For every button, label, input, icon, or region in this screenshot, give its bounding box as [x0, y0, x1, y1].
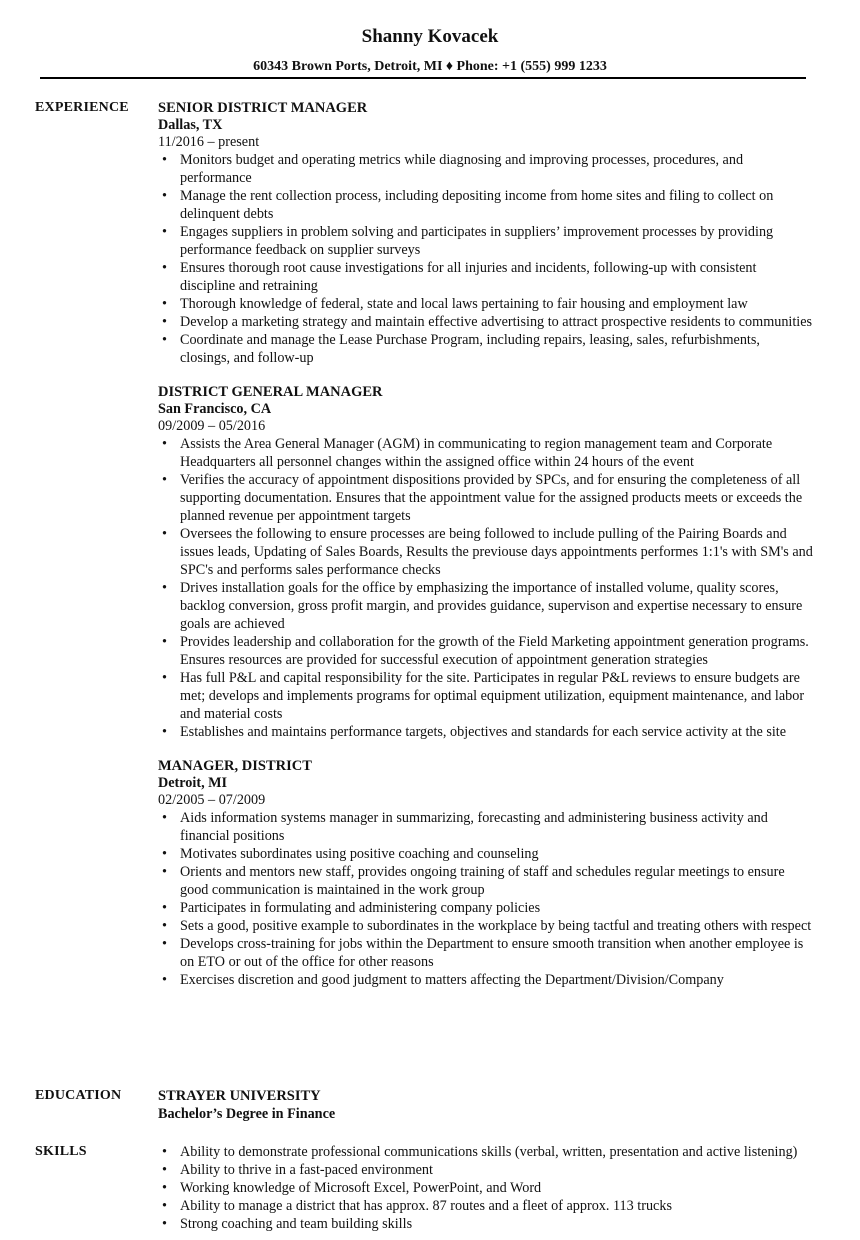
- job-location: Dallas, TX: [158, 117, 223, 133]
- bullet-item: • Ensures thorough root cause investigations for all injuries and incidents, following-up with consistent discipline and retraining: [180, 259, 813, 295]
- skills-body: [158, 1143, 813, 1233]
- bullet-item: • Exercises discretion and good judgment to matters affecting the Department/Division/Company: [180, 971, 813, 989]
- bullet-item: • Aids information systems manager in summarizing, forecasting and administering business activity and financial positions: [180, 809, 813, 845]
- job-entry: [158, 757, 813, 989]
- skills-list: [158, 1143, 813, 1233]
- bullet-item: • Assists the Area General Manager (AGM) in communicating to region management team and Corporate Headquarters all personnel changes within the assigned office within 24 hours of the event: [180, 435, 813, 471]
- education-degree: Bachelor’s Degree in Finance: [158, 1106, 336, 1122]
- bullet-item: • Engages suppliers in problem solving and participates in suppliers’ improvement processes by providing performance feedback on supplier surveys: [180, 223, 813, 259]
- bullet-item: • Manage the rent collection process, including depositing income from home sites and filing to collect on delinquent debts: [180, 187, 813, 223]
- experience-label: EXPERIENCE: [35, 100, 129, 115]
- job-dates: 09/2009 – 05/2016: [158, 418, 266, 434]
- skill-item: • Ability to thrive in a fast-paced environment: [180, 1161, 813, 1179]
- skills-label: SKILLS: [35, 1144, 87, 1159]
- bullet-item: • Provides leadership and collaboration for the growth of the Field Marketing appointment generation programs. Ensures resources are provided for successful execution of appointment generation strategies: [180, 633, 813, 669]
- skill-item: • Strong coaching and team building skills: [180, 1215, 813, 1233]
- job-bullets: [158, 435, 813, 741]
- job-bullets: [158, 151, 813, 367]
- bullet-item: • Thorough knowledge of federal, state and local laws pertaining to fair housing and employment law: [180, 295, 813, 313]
- experience-body: [158, 99, 813, 1005]
- bullet-item: • Participates in formulating and administering company policies: [180, 899, 813, 917]
- resume-name: Shanny Kovacek: [361, 26, 499, 47]
- bullet-item: • Motivates subordinates using positive coaching and counseling: [180, 845, 813, 863]
- job-bullets: [158, 809, 813, 989]
- bullet-item: • Coordinate and manage the Lease Purchase Program, including repairs, leasing, sales, refurbishments, closings, and follow-up: [180, 331, 813, 367]
- skill-item: • Working knowledge of Microsoft Excel, PowerPoint, and Word: [180, 1179, 813, 1197]
- contact-line: 60343 Brown Ports, Detroit, MI ♦ Phone: +1 (555) 999 1233: [253, 59, 607, 74]
- bullet-item: • Sets a good, positive example to subordinates in the workplace by being tactful and treating others with respect: [180, 917, 813, 935]
- bullet-item: • Establishes and maintains performance targets, objectives and standards for each service activity at the site: [180, 723, 813, 741]
- bullet-item: • Verifies the accuracy of appointment dispositions provided by SPCs, and for ensuring the completeness of all supporting documentation. Ensures that the appointment value for the assigned products meets or exceeds the planned revenue per appointment targets: [180, 471, 813, 525]
- bullet-item: • Develop a marketing strategy and maintain effective advertising to attract prospective residents to communities: [180, 313, 813, 331]
- education-body: [158, 1087, 813, 1123]
- education-school: STRAYER UNIVERSITY: [158, 1088, 321, 1104]
- bullet-item: • Orients and mentors new staff, provides ongoing training of staff and schedules regular meetings to ensure good communication is maintained in the work group: [180, 863, 813, 899]
- bullet-item: • Oversees the following to ensure processes are being followed to include pulling of the Pairing Boards and issues leads, Updating of Sales Boards, Results the previouse days appointments performes 1:1's with SM's and SPC's and performs sales performance checks: [180, 525, 813, 579]
- job-title: DISTRICT GENERAL MANAGER: [158, 384, 383, 400]
- job-entry: [158, 99, 813, 367]
- bullet-item: • Monitors budget and operating metrics while diagnosing and improving processes, procedures, and performance: [180, 151, 813, 187]
- header-divider: [40, 77, 806, 79]
- job-entry: [158, 383, 813, 741]
- job-title: MANAGER, DISTRICT: [158, 758, 312, 774]
- job-dates: 11/2016 – present: [158, 134, 260, 150]
- job-dates: 02/2005 – 07/2009: [158, 792, 266, 808]
- job-location: San Francisco, CA: [158, 401, 272, 417]
- skill-item: • Ability to manage a district that has approx. 87 routes and a fleet of approx. 113 trucks: [180, 1197, 813, 1215]
- bullet-item: • Drives installation goals for the office by emphasizing the importance of installed volume, quality scores, backlog conversion, gross profit margin, and provides guidance, supervison and expertise necessary to ensure goals are achieved: [180, 579, 813, 633]
- bullet-item: • Has full P&L and capital responsibility for the site. Participates in regular P&L reviews to ensure budgets are met; develops and implements programs for optimal equipment utilization, equipment maintenance, and labor and material costs: [180, 669, 813, 723]
- skill-item: • Ability to demonstrate professional communications skills (verbal, written, presentation and active listening): [180, 1143, 813, 1161]
- bullet-item: • Develops cross-training for jobs within the Department to ensure smooth transition when another employee is on ETO or out of the office for other reasons: [180, 935, 813, 971]
- job-title: SENIOR DISTRICT MANAGER: [158, 100, 368, 116]
- education-label: EDUCATION: [35, 1088, 122, 1103]
- job-location: Detroit, MI: [158, 775, 228, 791]
